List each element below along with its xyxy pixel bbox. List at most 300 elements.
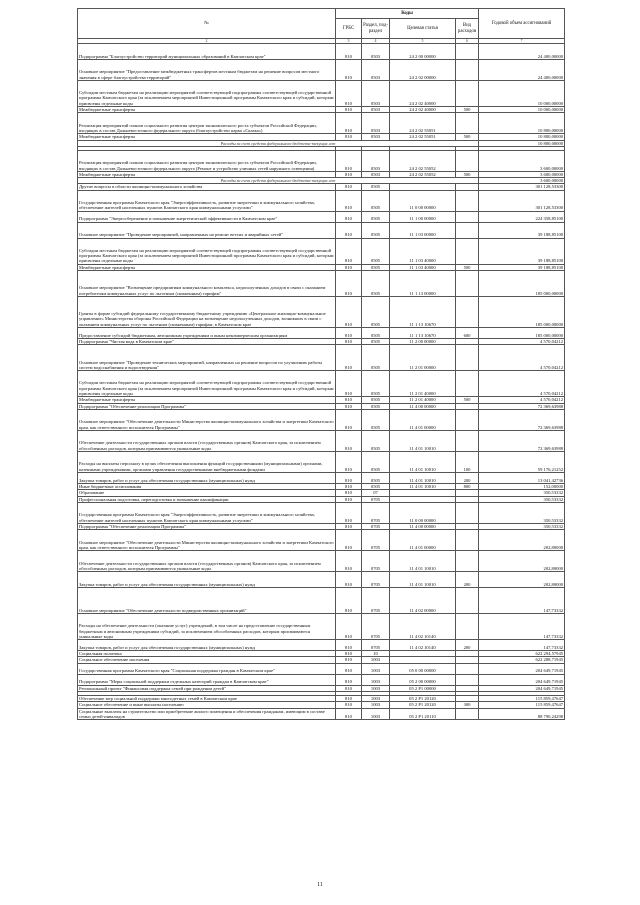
table-row: [78, 708, 565, 720]
section-cell: 0505: [362, 190, 390, 211]
table-row: [78, 371, 565, 397]
expense-type-cell: [456, 674, 479, 685]
description-cell: Расходы на выплаты персоналу в целях обеспечения выполнения функций государственными (муниципальными) органами, казенными учреждениями, органами управления государственными внебюджетными фондами: [78, 451, 336, 472]
target-cell: 11 4 01 10010: [390, 551, 456, 572]
target-cell: 11 1 03 40000: [390, 264, 456, 270]
description-cell: Подпрограмма "Обеспечение реализации Программы": [78, 523, 336, 529]
table-row: [78, 345, 565, 371]
target-cell: 11 1 13 00000: [390, 271, 456, 297]
expense-type-cell: [456, 150, 479, 171]
column-header-target: Целевая статья: [390, 19, 456, 39]
expense-type-cell: [456, 502, 479, 523]
annual-cell: 147,73332: [479, 588, 565, 614]
page-number: 11: [317, 882, 323, 888]
grbs-cell: 810: [336, 397, 362, 403]
table-row: [78, 211, 565, 222]
annual-cell: 72 369,63988: [479, 403, 565, 409]
annual-cell: 24 400,00000: [479, 44, 565, 60]
section-cell: 0505: [362, 264, 390, 270]
description-cell: Межбюджетные трансферты: [78, 397, 336, 403]
grbs-cell: 810: [336, 708, 362, 720]
grbs-cell: 810: [336, 339, 362, 345]
annual-cell: 204 649,71945: [479, 685, 565, 691]
grbs-cell: 810: [336, 409, 362, 430]
section-cell: 0505: [362, 397, 390, 403]
description-cell: Субсидии местным бюджетам на реализацию мероприятий соответствующей подпрограммы соответствующей государственной программы Камчатского края (за исключением мероприятий Инвестиционной программы Камчатского края и субсидий, которым присвоены отдельные коды: [78, 371, 336, 397]
target-cell: 24 2 02 40000: [390, 81, 456, 107]
table-row: [78, 530, 565, 551]
annual-cell: 301 128,53300: [479, 190, 565, 211]
expense-type-cell: 300: [456, 702, 479, 708]
grbs-cell: 810: [336, 640, 362, 651]
section-cell: 0705: [362, 523, 390, 529]
column-number: 4: [362, 39, 390, 44]
section-cell: 0705: [362, 551, 390, 572]
target-cell: 24 2 02 55052: [390, 150, 456, 171]
section-cell: 0503: [362, 113, 390, 134]
description-cell: Основное мероприятие "Возмещение предприятиям коммунального комплекса, недополученных доходов в связи с оказанием потребителям коммунальных услуг по льготным (сниженным) тарифам": [78, 271, 336, 297]
annual-cell: 10 800,00000: [479, 140, 565, 146]
grbs-cell: 810: [336, 328, 362, 339]
target-cell: 11 0 00 00000: [390, 502, 456, 523]
grbs-cell: 810: [336, 651, 362, 657]
grbs-cell: 810: [336, 222, 362, 238]
expense-type-cell: [456, 60, 479, 81]
target-cell: 24 2 02 40000: [390, 107, 456, 113]
annual-cell: 622 294,57945: [479, 651, 565, 657]
table-row: [78, 502, 565, 523]
target-cell: 05 0 00 00000: [390, 663, 456, 674]
target-cell: 11 4 01 10010: [390, 572, 456, 588]
target-cell: 11 2 00 00000: [390, 339, 456, 345]
description-cell: Государственная программа Камчатского края "Социальная поддержка граждан в Камчатском крае": [78, 663, 336, 674]
description-cell: Основное мероприятие "Проведение технических мероприятий, направленных на решение вопросов по улучшению работы систем водоснабжения и водоотведения": [78, 345, 336, 371]
description-cell: Основное мероприятие "Предоставление межбюджетных трансфертов местным бюджетам на решение вопросов местного значения в сфере благоустройства территорий": [78, 60, 336, 81]
description-cell: Подпрограмма "Чистая вода в Камчатском крае": [78, 339, 336, 345]
expense-type-cell: [456, 530, 479, 551]
description-cell: Подпрограмма "Меры социальной поддержки отдельных категорий граждан в Камчатском крае": [78, 674, 336, 685]
annual-cell: 72 369,63988: [479, 430, 565, 451]
target-cell: 24 2 02 55051: [390, 113, 456, 134]
annual-cell: 3 600,00000: [479, 178, 565, 184]
section-cell: 0505: [362, 328, 390, 339]
section-cell: 0505: [362, 409, 390, 430]
column-number: 5: [390, 39, 456, 44]
description-cell: Основное мероприятие "Обеспечение деятельности Министерства жилищно-коммунального хозяйства и энергетики Камчатского края, как ответственного исполнителя Программы": [78, 409, 336, 430]
annual-cell: 39 188,85100: [479, 222, 565, 238]
section-cell: 0505: [362, 184, 390, 190]
grbs-cell: 810: [336, 674, 362, 685]
description-cell: Образование: [78, 490, 336, 496]
grbs-cell: 810: [336, 430, 362, 451]
table-row: [78, 44, 565, 60]
expense-type-cell: [456, 271, 479, 297]
expense-type-cell: [456, 588, 479, 614]
section-cell: 1003: [362, 663, 390, 674]
target-cell: 05 2 P1 20120: [390, 702, 456, 708]
description-cell: Обеспечение деятельности государственных органов власти (государственных органов) Камчатского края, за исключением обособленных расходов, которым присваиваются уникальные коды: [78, 430, 336, 451]
annual-cell: 10 800,00000: [479, 134, 565, 140]
section-cell: 1003: [362, 708, 390, 720]
grbs-cell: 810: [336, 523, 362, 529]
section-cell: 0705: [362, 588, 390, 614]
section-cell: 0503: [362, 171, 390, 177]
description-cell: Другие вопросы в области жилищно-коммунального хозяйства: [78, 184, 336, 190]
annual-cell: 152,00000: [479, 483, 565, 489]
description-cell: Закупка товаров, работ и услуг для обеспечения государственных (муниципальных) нужд: [78, 640, 336, 651]
section-cell: 0705: [362, 502, 390, 523]
grbs-cell: 810: [336, 345, 362, 371]
description-cell: Подпрограмма "Обеспечение реализации Программы": [78, 403, 336, 409]
column-number: 3: [336, 39, 362, 44]
column-number: 7: [479, 39, 565, 44]
target-cell: 11 0 00 00000: [390, 190, 456, 211]
grbs-cell: 810: [336, 614, 362, 640]
column-header-number: №: [78, 9, 336, 39]
table-row: [78, 572, 565, 588]
target-cell: 11 4 01 10010: [390, 483, 456, 489]
section-cell: 1003: [362, 702, 390, 708]
annual-cell: 24 400,00000: [479, 60, 565, 81]
section-cell: 0505: [362, 211, 390, 222]
grbs-cell: 810: [336, 663, 362, 674]
section-cell: 0505: [362, 297, 390, 328]
grbs-cell: 810: [336, 572, 362, 588]
description-cell: Профессиональная подготовка, переподготовка и повышение квалификации: [78, 496, 336, 502]
section-cell: 0505: [362, 271, 390, 297]
annual-cell: 39 188,85100: [479, 238, 565, 264]
description-cell: Субсидии местным бюджетам на реализацию мероприятий соответствующей подпрограммы соответствующей государственной программы Камчатского края (за исключением мероприятий Инвестиционной программы Камчатского края и субсидий, которым присвоены отдельные коды: [78, 238, 336, 264]
grbs-cell: 810: [336, 657, 362, 663]
section-cell: 0705: [362, 572, 390, 588]
annual-cell: 13 041,42736: [479, 472, 565, 483]
grbs-cell: 810: [336, 113, 362, 134]
section-cell: 1003: [362, 685, 390, 691]
section-cell: 07: [362, 490, 390, 496]
target-cell: 24 2 02 00000: [390, 60, 456, 81]
target-cell: 11 4 02 10140: [390, 640, 456, 651]
column-number: 6: [456, 39, 479, 44]
table-row: [78, 614, 565, 640]
expense-type-cell: [456, 430, 479, 451]
table-row: [78, 190, 565, 211]
annual-cell: 10 000,00000: [479, 107, 565, 113]
table-row: [78, 409, 565, 430]
annual-cell: 59 176,21252: [479, 451, 565, 472]
annual-cell: 204 649,71945: [479, 674, 565, 685]
description-cell: Основное мероприятие "Обеспечение деятельности подведомственных организаций": [78, 588, 336, 614]
expense-type-cell: 500: [456, 134, 479, 140]
section-cell: 0705: [362, 640, 390, 651]
annual-cell: 39 188,85100: [479, 264, 565, 270]
grbs-cell: 810: [336, 530, 362, 551]
grbs-cell: 810: [336, 81, 362, 107]
target-cell: 24 2 02 55052: [390, 171, 456, 177]
annual-cell: 4 570,04212: [479, 397, 565, 403]
expense-type-cell: [456, 297, 479, 328]
grbs-cell: 810: [336, 403, 362, 409]
description-cell: Межбюджетные трансферты: [78, 107, 336, 113]
description-cell: Иные бюджетные ассигнования: [78, 483, 336, 489]
grbs-cell: 810: [336, 696, 362, 702]
annual-cell: 204 649,71945: [479, 663, 565, 674]
expense-type-cell: 100: [456, 451, 479, 472]
description-cell: Реализация мероприятий планов социального развития центров экономического роста субъектов Российской Федерации, входящих в состав Дальневосточного федерального округа (Ремонт и устройство уличных сетей наружного освещения): [78, 150, 336, 171]
annual-cell: 622 288,71945: [479, 657, 565, 663]
note-cell: Расходы за счет средств федерального бюджета-текущих лет: [78, 178, 479, 184]
annual-cell: 4 570,04212: [479, 371, 565, 397]
target-cell: 11 4 01 00000: [390, 409, 456, 430]
annual-cell: 88 790,24298: [479, 708, 565, 720]
annual-cell: 350,53332: [479, 490, 565, 496]
description-cell: Основное мероприятие "Обеспечение деятельности Министерства жилищно-коммунального хозяйства и энергетики Камчатского края, как ответственного исполнителя Программы": [78, 530, 336, 551]
expense-type-cell: 500: [456, 171, 479, 177]
section-cell: 0705: [362, 614, 390, 640]
column-header-grbs: ГРБС: [336, 19, 362, 39]
description-cell: Социальные выплаты на строительство или приобретение жилого помещения и обеспечения гражданам, имеющим в составе семьи детей-инвалидов: [78, 708, 336, 720]
expense-type-cell: [456, 551, 479, 572]
grbs-cell: 810: [336, 685, 362, 691]
annual-cell: 350,53332: [479, 502, 565, 523]
grbs-cell: 810: [336, 502, 362, 523]
table-row: [78, 271, 565, 297]
expense-type-cell: [456, 663, 479, 674]
description-cell: Межбюджетные трансферты: [78, 171, 336, 177]
description-cell: Социальная политика: [78, 651, 336, 657]
grbs-cell: 810: [336, 107, 362, 113]
description-cell: Предоставление субсидий бюджетным, автономным учреждениям и иным некоммерческим организациям: [78, 328, 336, 339]
description-cell: Субсидии местным бюджетам на реализацию мероприятий соответствующей подпрограммы соответствующей государственной программы Камчатского края (за исключением мероприятий Инвестиционной программы Камчатского края и субсидий, которым присвоены отдельные коды: [78, 81, 336, 107]
grbs-cell: 810: [336, 588, 362, 614]
table-header: [78, 9, 565, 44]
table-row: [78, 551, 565, 572]
expense-type-cell: 500: [456, 397, 479, 403]
table-row: [78, 640, 565, 651]
target-cell: 11 4 01 10010: [390, 472, 456, 483]
grbs-cell: 810: [336, 551, 362, 572]
annual-cell: 4 570,04212: [479, 339, 565, 345]
section-cell: 0505: [362, 451, 390, 472]
target-cell: 11 1 13 10670: [390, 297, 456, 328]
table-row: [78, 472, 565, 483]
annual-cell: 115 859,47647: [479, 696, 565, 702]
description-cell: Расходы на обеспечение деятельности (оказание услуг) учреждений, в том числе на предоставление государственным бюджетным и автономным учреждениям субсидий, за исключением обособленных расходов, которым присваиваются уникальные коды: [78, 614, 336, 640]
section-cell: 0505: [362, 483, 390, 489]
table-row: [78, 451, 565, 472]
expense-type-cell: [456, 614, 479, 640]
annual-cell: 72 369,63988: [479, 409, 565, 430]
grbs-cell: 810: [336, 297, 362, 328]
annual-cell: 4 570,04212: [479, 345, 565, 371]
annual-cell: 147,73332: [479, 640, 565, 651]
target-cell: 11 1 13 10670: [390, 328, 456, 339]
description-cell: Государственная программа Камчатского края "Энергоэффективность, развитие энергетики и коммунального хозяйства, обеспечение жителей населенных пунктов Камчатского края коммунальными услугами": [78, 190, 336, 211]
target-cell: 05 2 00 00000: [390, 674, 456, 685]
section-cell: 0505: [362, 472, 390, 483]
annual-cell: 350,53332: [479, 523, 565, 529]
section-cell: 0505: [362, 403, 390, 409]
target-cell: 11 4 00 00000: [390, 523, 456, 529]
section-cell: 1003: [362, 657, 390, 663]
section-cell: 0503: [362, 60, 390, 81]
section-cell: 1003: [362, 674, 390, 685]
expense-type-cell: [456, 81, 479, 107]
expense-type-cell: 500: [456, 107, 479, 113]
grbs-cell: 810: [336, 264, 362, 270]
expense-type-cell: 600: [456, 328, 479, 339]
description-cell: Социальное обеспечение населения: [78, 657, 336, 663]
grbs-cell: 810: [336, 190, 362, 211]
target-cell: 11 2 01 00000: [390, 345, 456, 371]
grbs-cell: 810: [336, 171, 362, 177]
target-cell: 24 2 02 55051: [390, 134, 456, 140]
annual-cell: 350,53332: [479, 496, 565, 502]
grbs-cell: 810: [336, 150, 362, 171]
annual-cell: 202,80000: [479, 530, 565, 551]
target-cell: 11 2 01 40000: [390, 397, 456, 403]
annual-cell: 3 600,00000: [479, 171, 565, 177]
section-cell: 0505: [362, 222, 390, 238]
description-cell: Межбюджетные трансферты: [78, 134, 336, 140]
description-cell: Межбюджетные трансферты: [78, 264, 336, 270]
grbs-cell: 810: [336, 490, 362, 496]
table-row: [78, 113, 565, 134]
expense-type-cell: [456, 238, 479, 264]
table-body: [78, 44, 565, 720]
target-cell: 05 2 P1 20110: [390, 708, 456, 720]
description-cell: Государственная программа Камчатского края "Энергоэффективность, развитие энергетики и коммунального хозяйства, обеспечение жителей населенных пунктов Камчатского края коммунальными услугами": [78, 502, 336, 523]
section-cell: 1003: [362, 696, 390, 702]
table-row: [78, 674, 565, 685]
target-cell: 11 4 01 00000: [390, 530, 456, 551]
target-cell: 11 1 00 00000: [390, 211, 456, 222]
annual-cell: 10 000,00000: [479, 81, 565, 107]
section-cell: 0503: [362, 150, 390, 171]
column-group-codes: Коды: [336, 9, 479, 19]
target-cell: 05 2 P1 20120: [390, 696, 456, 702]
expense-type-cell: [456, 44, 479, 60]
expense-type-cell: 200: [456, 572, 479, 588]
section-cell: 0505: [362, 339, 390, 345]
target-cell: 11 4 02 00000: [390, 588, 456, 614]
description-cell: Основное мероприятие "Проведение мероприятий, направленных на ремонт ветхих и аварийных сетей": [78, 222, 336, 238]
table-row: [78, 588, 565, 614]
section-cell: 0505: [362, 371, 390, 397]
grbs-cell: 810: [336, 60, 362, 81]
grbs-cell: 810: [336, 451, 362, 472]
annual-cell: 301 128,53300: [479, 184, 565, 190]
annual-cell: 185 000,00000: [479, 328, 565, 339]
section-cell: 0505: [362, 430, 390, 451]
table-row: [78, 430, 565, 451]
target-cell: 11 4 02 10140: [390, 614, 456, 640]
expense-type-cell: 200: [456, 472, 479, 483]
expense-type-cell: [456, 113, 479, 134]
target-cell: 05 2 P1 00000: [390, 685, 456, 691]
table-row: [78, 238, 565, 264]
column-number: 2: [78, 39, 336, 44]
table-row: [78, 81, 565, 107]
section-cell: 10: [362, 651, 390, 657]
section-cell: 0705: [362, 530, 390, 551]
grbs-cell: 810: [336, 238, 362, 264]
expense-type-cell: [456, 409, 479, 430]
annual-cell: 202,80000: [479, 551, 565, 572]
grbs-cell: 810: [336, 271, 362, 297]
column-header-expense-type: Вид расходов: [456, 19, 479, 39]
expense-type-cell: [456, 190, 479, 211]
table-row: [78, 297, 565, 328]
annual-cell: 185 000,00000: [479, 297, 565, 328]
column-header-section: Раздел, под-раздел: [362, 19, 390, 39]
target-cell: 24 2 00 00000: [390, 44, 456, 60]
annual-cell: 147,73332: [479, 614, 565, 640]
table-row: [78, 663, 565, 674]
grbs-cell: 810: [336, 211, 362, 222]
section-cell: 0503: [362, 44, 390, 60]
description-cell: Гранты в форме субсидий федеральному государственному бюджетному учреждению «Центральное жилищно-коммунальное управление» Министерства обороны Российской Федерации на возмещение недополученных доходов, возникших в связи с оказанием коммунальных услуг по льготным (сниженным) тарифам, в Камчатском крае: [78, 297, 336, 328]
expense-type-cell: [456, 345, 479, 371]
grbs-cell: 810: [336, 483, 362, 489]
description-cell: Подпрограмма "Благоустройство территорий муниципальных образований в Камчатском крае": [78, 44, 336, 60]
target-cell: 11 4 01 10010: [390, 430, 456, 451]
expense-type-cell: [456, 708, 479, 720]
annual-cell: 224 358,85100: [479, 211, 565, 222]
table-row: [78, 328, 565, 339]
description-cell: Социальное обеспечение и иные выплаты населению: [78, 702, 336, 708]
table-row: [78, 222, 565, 238]
grbs-cell: 810: [336, 184, 362, 190]
annual-cell: 185 000,00000: [479, 271, 565, 297]
expense-type-cell: 800: [456, 483, 479, 489]
description-cell: Региональный проект "Финансовая поддержка семей при рождении детей": [78, 685, 336, 691]
table-row: [78, 60, 565, 81]
description-cell: Обеспечение мер социальной поддержки многодетных семей в Камчатском крае: [78, 696, 336, 702]
note-cell: Расходы за счет средств федерального бюджета-текущих лет: [78, 140, 479, 146]
table-row: [78, 150, 565, 171]
section-cell: 0705: [362, 496, 390, 502]
grbs-cell: 810: [336, 496, 362, 502]
expense-type-cell: 500: [456, 264, 479, 270]
grbs-cell: 810: [336, 134, 362, 140]
expense-type-cell: [456, 211, 479, 222]
annual-cell: 115 859,47647: [479, 702, 565, 708]
description-cell: Реализация мероприятий планов социального развития центров экономического роста субъектов Российской Федерации, входящих в состав Дальневосточного федерального округа (благоустройство парка «Сказка»): [78, 113, 336, 134]
section-cell: 0503: [362, 107, 390, 113]
expense-type-cell: [456, 222, 479, 238]
target-cell: 11 4 01 10010: [390, 451, 456, 472]
description-cell: Закупка товаров, работ и услуг для обеспечения государственных (муниципальных) нужд: [78, 472, 336, 483]
target-cell: 11 1 03 00000: [390, 222, 456, 238]
description-cell: Закупка товаров, работ и услуг для обеспечения государственных (муниципальных) нужд: [78, 572, 336, 588]
grbs-cell: 810: [336, 44, 362, 60]
section-cell: 0503: [362, 81, 390, 107]
target-cell: 11 4 00 00000: [390, 403, 456, 409]
section-cell: 0505: [362, 345, 390, 371]
grbs-cell: 810: [336, 472, 362, 483]
grbs-cell: 810: [336, 371, 362, 397]
annual-cell: 10 800,00000: [479, 113, 565, 134]
target-cell: 11 1 03 40000: [390, 238, 456, 264]
annual-cell: 202,80000: [479, 572, 565, 588]
expense-type-cell: [456, 371, 479, 397]
section-cell: 0503: [362, 134, 390, 140]
target-cell: 11 2 01 40000: [390, 371, 456, 397]
description-cell: Обеспечение деятельности государственных органов власти (государственных органов) Камчатского края, за исключением обособленных расходов, которым присваиваются уникальные коды: [78, 551, 336, 572]
budget-table: [77, 8, 565, 720]
grbs-cell: 810: [336, 702, 362, 708]
description-cell: Подпрограмма "Энергосбережение и повышение энергетической эффективности в Камчатском крае": [78, 211, 336, 222]
